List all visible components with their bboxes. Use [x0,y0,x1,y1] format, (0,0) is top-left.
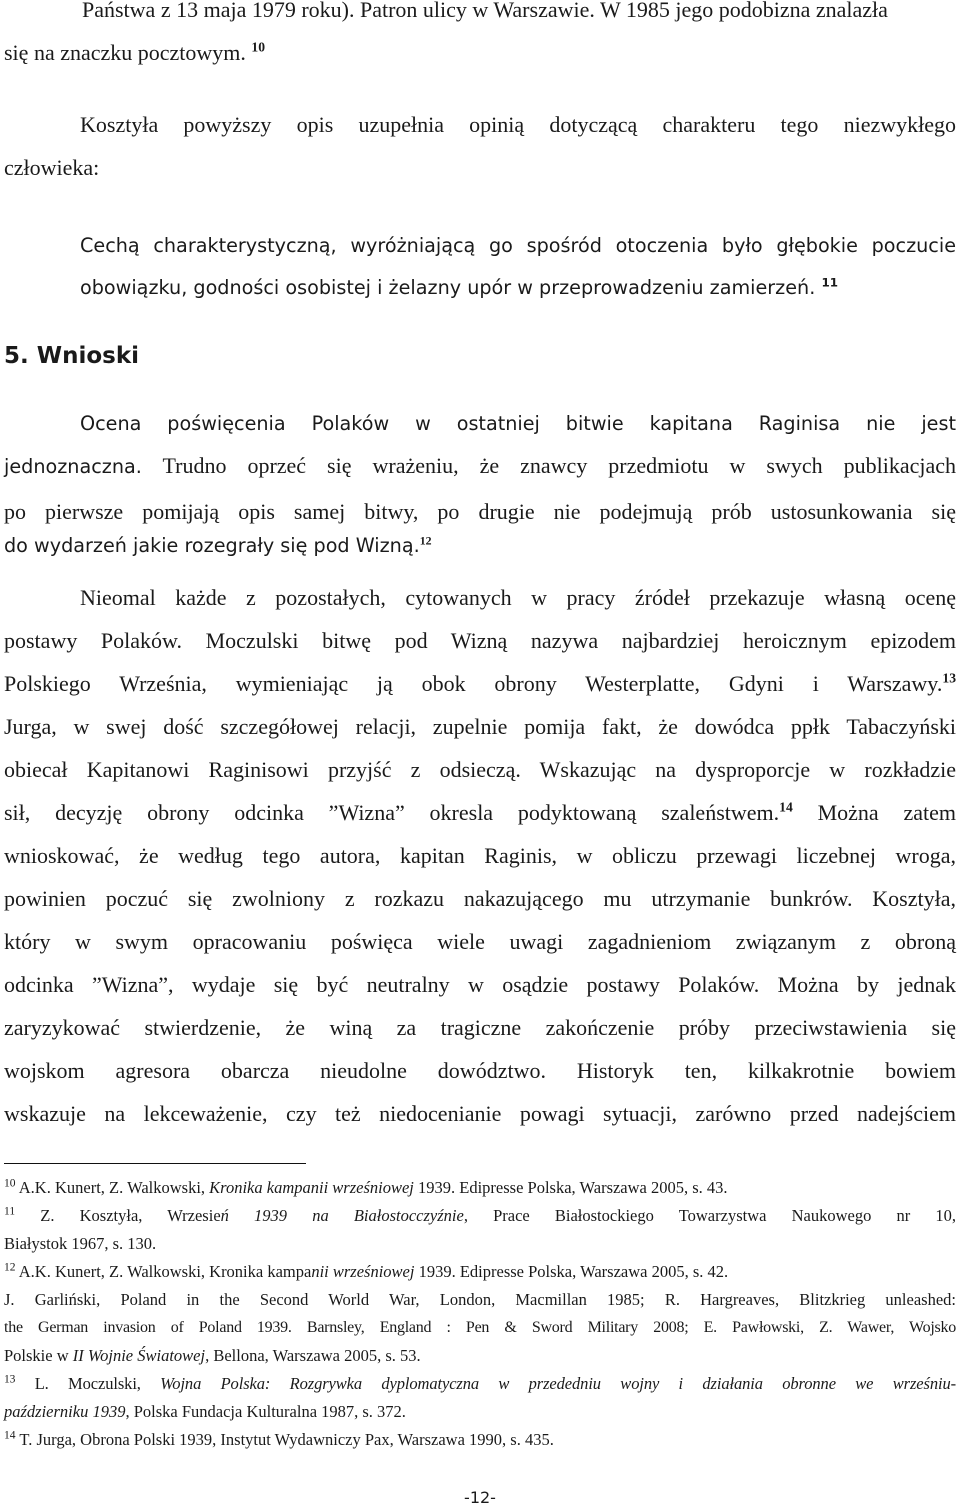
text-line [4,525,956,567]
text-line [4,834,956,877]
text-line [4,877,956,920]
footnote-number: 10 [4,1177,16,1190]
text-run: T. Jurga, Obrona Polski 1939, Instytut Wydawniczy Pax, Warszawa 1990, s. 435. [15,1430,554,1449]
text-run: the German invasion of Poland 1939. Barnsley, England : Pen & Sword Military 2008; E. Pawłowski, Z. Wawer, Wojsko [4,1319,956,1336]
text-line [4,705,956,748]
footnote-ref-14[interactable]: 14 [779,799,793,815]
text-line [4,748,956,791]
text-run: Nieomal każde z pozostałych, cytowanych w pracy źródeł przekazuje własną ocenę [80,585,956,610]
text-run: odcinka ”Wizna”, wydaje się być neutralny w osądzie postawy Polaków. Można by jednak [4,972,956,997]
text-line [4,662,956,705]
footnote-12 [4,1258,956,1286]
text-line [4,31,956,74]
body-paragraph-1 [4,403,956,488]
footnote-12-cont [4,1342,956,1370]
footnote-number: 12 [4,1261,16,1274]
page-number: -12- [464,1488,496,1507]
text-run: Cechą charakterystyczną, wyróżniającą go spośród otoczenia było głębokie poczucie [80,234,956,257]
footnote-11 [4,1202,956,1230]
section-heading: 5. Wnioski [4,343,140,369]
block-quote [4,225,956,309]
text-run: , Bellona, Warszawa 2005, s. 53. [205,1346,421,1365]
text-run: Państwa z 13 maja 1979 roku). Patron ulicy w Warszawie. W 1985 jego podobizna znalazła [82,0,888,22]
text-line [4,1092,956,1135]
text-run: 1939. Edipresse Polska, Warszawa 2005, s. 42. [414,1262,729,1281]
text-line [4,0,956,31]
text-line [4,403,956,445]
text-run: , Polska Fundacja Kulturalna 1987, s. 372. [125,1402,406,1421]
body-paragraph-1-end [4,525,956,567]
text-line [4,225,956,267]
footnote-14 [4,1426,956,1454]
text-run: Kosztyła powyższy opis uzupełnia opinią dotyczącą charakteru tego niezwykłego [80,112,956,137]
text-run: Można zatem [792,800,956,825]
footnote-ref-12[interactable]: 12 [419,533,432,548]
text-run: sił, decyzję obrony odcinka ”Wizna” okresla podyktowaną szaleństwem. [4,800,780,825]
text-run: który w swym opracowaniu poświęca wiele uwagi zagadnieniom związanym z obroną [4,929,956,954]
footnote-number: 14 [4,1429,16,1442]
text-run: do wydarzeń jakie rozegrały się pod Wizną. [4,534,420,557]
text-line [4,146,956,189]
body-paragraph-2 [4,576,956,1135]
footnote-number: 11 [4,1205,16,1218]
text-run: Kronika kampanii wrześniowej [209,1178,414,1197]
text-line [4,1049,956,1092]
text-run: J. Garliński, Poland in the Second World War, London, Macmillan 1985; R. Hargreaves, Blitzkrieg unleashed: [4,1290,956,1309]
footnote-13-cont [4,1398,956,1426]
text-run: , Prace Białostockiego Towarzystwa Naukowego nr 10, [463,1206,956,1225]
text-run: Białystok 1967, s. 130. [4,1234,157,1253]
text-run: L. Moczulski, [15,1374,161,1393]
text-run: Wojna Polska: Rozgrywka dyplomatyczna w przededniu wojny i działania obronne we wrześniu- [160,1374,956,1393]
footnotes [4,1174,956,1454]
text-run: Polskie w [4,1346,73,1365]
footnote-11-cont [4,1230,956,1258]
footnote-ref-13[interactable]: 13 [942,670,956,686]
text-line [4,920,956,963]
text-line [4,963,956,1006]
text-run: się na znaczku pocztowym. [4,40,246,65]
text-run: Jurga, w swej dość szczegółowej relacji, zupelnie pomija fakt, że dowódca ppłk Tabaczyński [4,714,956,739]
text-run: wskazuje na lekceważenie, czy też niedocenianie powagi sytuacji, zarówno przed nadejściem [4,1101,956,1126]
text-line [4,619,956,662]
text-line [4,791,956,834]
text-line [4,445,956,488]
footnote-12-cont [4,1314,956,1342]
footnote-number: 13 [4,1373,16,1386]
text-run: Z. Kosztyła, Wrzesie [15,1206,221,1225]
text-run: zaryzykować stwierdzenie, że winą za tragiczne zakończenie próby przeciwstawienia się [4,1015,956,1040]
text-run: A.K. Kunert, Z. Walkowski, [15,1178,210,1197]
text-run: postawy Polaków. Moczulski bitwę pod Wizną nazywa najbardziej heroicznym epizodem [4,628,956,653]
text-run: Ocena poświęcenia Polaków w ostatniej bitwie kapitana Raginisa nie jest [80,412,956,435]
text-run: październiku 1939 [4,1402,126,1421]
footnote-separator [4,1163,306,1164]
footnote-10 [4,1174,956,1202]
text-run: wnioskować, że według tego autora, kapitan Raginis, w obliczu przewagi liczebnej wroga, [4,843,956,868]
text-run: obiecał Kapitanowi Raginisowi przyjść z odsieczą. Wskazując na dysproporcje w rozkładzie [4,757,956,782]
text-run: jednoznaczna. [4,455,142,478]
text-run: człowieka: [4,155,100,180]
text-run: 1939. Edipresse Polska, Warszawa 2005, s. 43. [413,1178,728,1197]
top-paragraph [4,0,956,74]
text-run: ń 1939 na Białostocczyźnie [220,1206,464,1225]
text-line [4,1006,956,1049]
text-run: nii wrześniowej [311,1262,415,1281]
intro-paragraph [4,103,956,189]
text-run: powinien poczuć się zwolniony z rozkazu nakazującego mu utrzymanie bunkrów. Kosztyła, [4,886,956,911]
text-line [4,103,956,146]
text-run: Polskiego Września, wymieniając ją obok obrony Westerplatte, Gdyni i Warszawy. [4,671,943,696]
text-run: Trudno oprzeć się wrażeniu, że znawcy przedmiotu w swych publikacjach [141,453,956,478]
footnote-ref-10[interactable]: 10 [251,39,266,55]
text-run: po pierwsze pomijają opis samej bitwy, po drugie nie podejmują prób ustosunkowania się [4,499,956,524]
footnote-ref-11[interactable]: 11 [821,275,838,290]
text-run: obowiązku, godności osobistej i żelazny upór w przeprowadzeniu zamierzeń. [80,276,816,299]
text-run: II Wojnie Światowej [72,1346,206,1365]
text-line [4,576,956,619]
text-run: wojskom agresora obarcza nieudolne dowództwo. Historyk ten, kilkakrotnie bowiem [4,1058,956,1083]
footnote-12-cont [4,1286,956,1314]
text-line [4,267,956,309]
text-run: A.K. Kunert, Z. Walkowski, Kronika kampa [15,1262,312,1281]
footnote-13 [4,1370,956,1398]
